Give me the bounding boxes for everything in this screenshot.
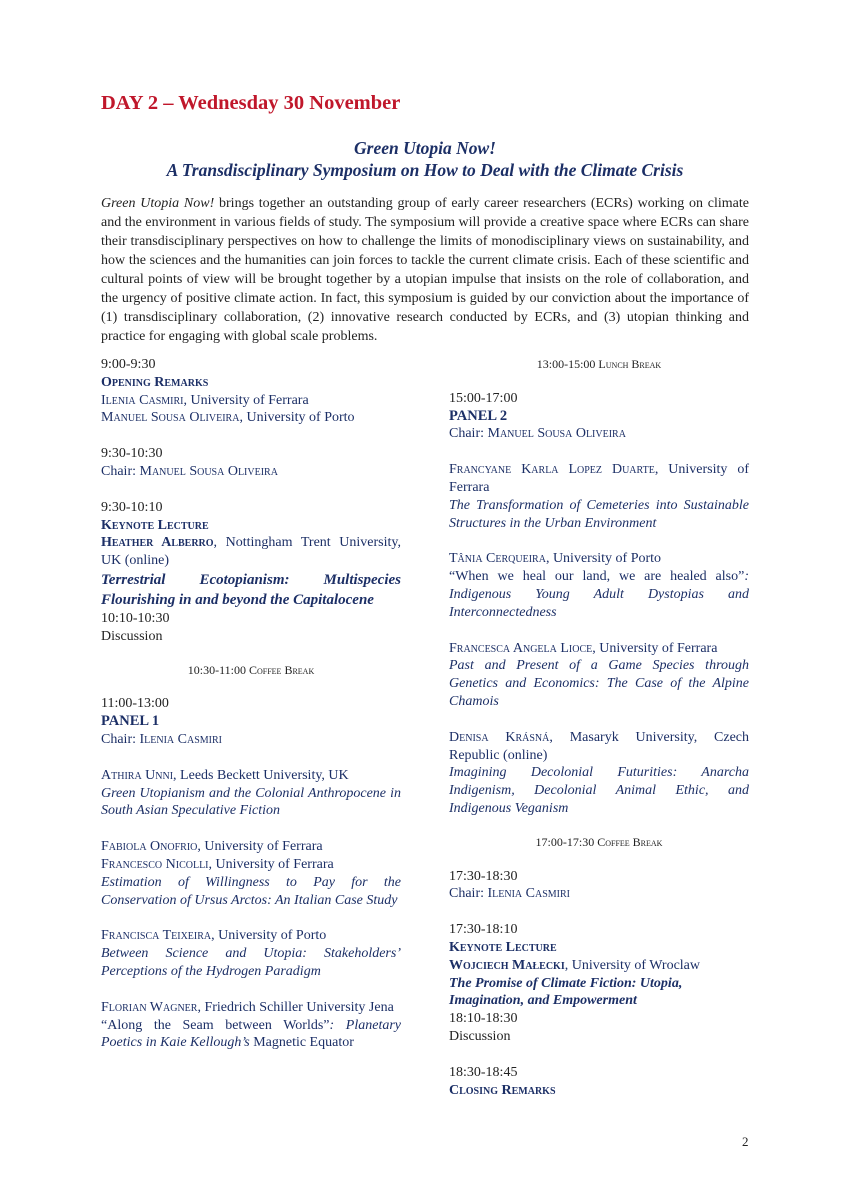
speaker-name: Fabiola Onofrio <box>101 839 198 855</box>
chair-name: Ilenia Casmiri <box>487 886 570 902</box>
page-number: 2 <box>742 1134 749 1149</box>
talk-title-book: Magnetic Equator <box>249 1035 354 1051</box>
talk-item <box>101 927 401 980</box>
discussion-time: 18:10-18:30 <box>449 1011 518 1027</box>
speaker-affiliation: , University of Ferrara <box>183 392 309 408</box>
talk-title <box>101 1017 401 1053</box>
speaker-affiliation: , University of Ferrara <box>592 640 718 656</box>
keynote-speaker-line <box>101 534 401 570</box>
speaker-name: Manuel Sousa Oliveira <box>101 410 240 426</box>
keynote-affiliation: , Nottingham Trent University, UK (online) <box>101 535 401 569</box>
talk-title: Estimation of Willingness to Pay for the Conservation of Ursus Arctos: An Italian Case Study <box>101 874 401 908</box>
speaker-affiliation: , Friedrich Schiller University Jena <box>197 999 394 1015</box>
session-time: 17:30-18:10 <box>449 922 518 938</box>
speaker-line <box>101 392 401 410</box>
keynote-label: Keynote Lecture <box>449 939 557 955</box>
speaker-affiliation: , University of Ferrara <box>197 839 323 855</box>
panel-label: PANEL 1 <box>101 713 160 730</box>
keynote-speaker: Wojciech Małecki <box>449 957 565 973</box>
symposium-title <box>101 137 749 181</box>
speaker-affiliation: , University of Porto <box>239 410 355 426</box>
session-time: 9:00-9:30 <box>101 357 156 372</box>
intro-lead: Green Utopia Now! <box>101 196 215 211</box>
session-time: 11:00-13:00 <box>101 696 169 712</box>
session-time: 18:30-18:45 <box>449 1064 518 1080</box>
speaker-affiliation: , University of Ferrara <box>449 462 749 495</box>
speaker-affiliation: , University of Ferrara <box>208 856 334 872</box>
speaker-name: Tânia Cerqueira <box>449 551 546 567</box>
chair-label: Chair: <box>449 426 488 442</box>
speaker-affiliation: , Masaryk University, Czech Republic (online) <box>449 729 749 763</box>
panel-label: PANEL 2 <box>449 407 508 424</box>
coffee-break: 17:00-17:30 Coffee Break <box>535 834 663 849</box>
intro-body: brings together an outstanding group of early career researchers (ECRs) working on climate and the environment in various fields of study. The symposium will provide a creative space where ECRs can share their transdisciplinary perspectives on how to challenge the limits of monodisciplinary views on sustainability, and how the sciences and the humanities can join forces to tackle the current climate crisis. Each of these scientific and cultural points of view will be brought together by a utopian impulse that insists on the role of collaboration, and the urgency of positive climate action. In fact, this symposium is guided by our conviction about the importance of (1) transdisciplinary collaboration, (2) innovative research conducted by ECRs, and (3) utopian thinking and practice for engaging with global scale problems. <box>101 196 749 344</box>
speaker-line <box>101 409 401 427</box>
chair-line <box>449 425 749 443</box>
talk-title: Past and Present of a Game Species through Genetics and Economics: The Case of the Alpine Chamois <box>449 658 749 709</box>
keynote-block <box>449 921 749 1046</box>
chair-line <box>101 463 401 481</box>
session-time: 9:30-10:10 <box>101 499 163 515</box>
discussion-time: 10:10-10:30 <box>101 610 170 626</box>
talk-title-quote: “Along the Seam between Worlds” <box>101 1017 330 1033</box>
talk-item <box>449 640 749 711</box>
chair-label: Chair: <box>449 886 488 902</box>
keynote-affiliation: , University of Wroclaw <box>564 957 700 973</box>
speaker-name: Athira Unni <box>101 767 174 783</box>
symposium-title-line1: Green Utopia Now! <box>354 138 496 158</box>
talk-item <box>101 767 401 820</box>
session-block <box>449 868 749 904</box>
speaker-affiliation: , Leeds Beckett University, UK <box>173 767 349 783</box>
talk-item <box>449 729 749 818</box>
keynote-speaker: Heather Alberro <box>101 535 214 551</box>
day-title: DAY 2 – Wednesday 30 November <box>101 92 401 114</box>
panel-1-block <box>101 695 401 1052</box>
coffee-break: 10:30-11:00 Coffee Break <box>187 662 315 677</box>
talk-title-rest: : Planetary Poetics in Kaie Kellough’s <box>101 1017 402 1051</box>
talk-title: Green Utopianism and the Colonial Anthropocene in South Asian Speculative Fiction <box>101 785 401 819</box>
keynote-label: Keynote Lecture <box>101 517 209 533</box>
lunch-break: 13:00-15:00 Lunch Break <box>536 357 662 371</box>
chair-name: Ilenia Casmiri <box>139 731 222 747</box>
talk-title: The Transformation of Cemeteries into Sustainable Structures in the Urban Environment <box>449 497 749 531</box>
chair-label: Chair: <box>101 463 140 479</box>
speaker-name: Francesca Angela Lioce <box>449 640 593 656</box>
talk-title <box>449 568 749 621</box>
intro-paragraph <box>101 194 749 346</box>
session-title: Opening Remarks <box>101 374 209 390</box>
symposium-title-line2: A Transdisciplinary Symposium on How to Deal with the Climate Crisis <box>166 160 684 180</box>
talk-title-rest: : Indigenous Young Adult Dystopias and Interconnectedness <box>449 569 749 620</box>
speaker-name: Florian Wagner <box>101 999 198 1015</box>
chair-name: Manuel Sousa Oliveira <box>139 463 278 479</box>
speaker-name: Francesco Nicolli <box>101 856 209 872</box>
talk-item <box>449 461 749 532</box>
panel-2-block <box>449 390 749 818</box>
speaker-name: Francyane Karla Lopez Duarte <box>449 462 655 478</box>
speaker-affiliation: , University of Porto <box>211 928 327 944</box>
speaker-affiliation: , University of Porto <box>545 551 662 567</box>
program-left-column <box>101 356 401 1052</box>
talk-title: Imagining Decolonial Futurities: Anarcha Indigenism, Decolonial Animal Ethic, and Indigenous Veganism <box>449 765 749 816</box>
closing-remarks-block <box>449 1064 749 1100</box>
talk-item <box>101 838 401 909</box>
speaker-name: Denisa Krásná <box>449 729 550 745</box>
chair-line <box>101 731 401 749</box>
discussion-label: Discussion <box>449 1028 511 1044</box>
chair-name: Manuel Sousa Oliveira <box>487 426 626 442</box>
session-title: Closing Remarks <box>449 1082 556 1098</box>
session-time: 9:30-10:30 <box>101 446 163 462</box>
keynote-title: Terrestrial Ecotopianism: Multispecies Flourishing in and beyond the Capitalocene <box>101 571 401 608</box>
session-block <box>101 445 401 481</box>
talk-item <box>101 999 401 1052</box>
session-time: 15:00-17:00 <box>449 390 518 406</box>
session-time: 17:30-18:30 <box>449 868 518 884</box>
talk-item <box>449 550 749 621</box>
chair-label: Chair: <box>101 731 140 747</box>
program-right-column <box>449 356 749 1099</box>
opening-remarks-block <box>101 356 401 427</box>
discussion-label: Discussion <box>101 628 163 644</box>
talk-title: Between Science and Utopia: Stakeholders’ Perceptions of the Hydrogen Paradigm <box>101 946 401 979</box>
talk-title-quote: “When we heal our land, we are healed also” <box>449 569 745 585</box>
speaker-name: Ilenia Casmiri <box>101 392 184 408</box>
speaker-name: Francisca Teixeira <box>101 928 212 944</box>
chair-line <box>449 885 749 903</box>
keynote-block <box>101 499 401 646</box>
keynote-title: The Promise of Climate Fiction: Utopia, Imagination, and Empowerment <box>449 975 683 1009</box>
keynote-speaker-line <box>449 957 749 975</box>
